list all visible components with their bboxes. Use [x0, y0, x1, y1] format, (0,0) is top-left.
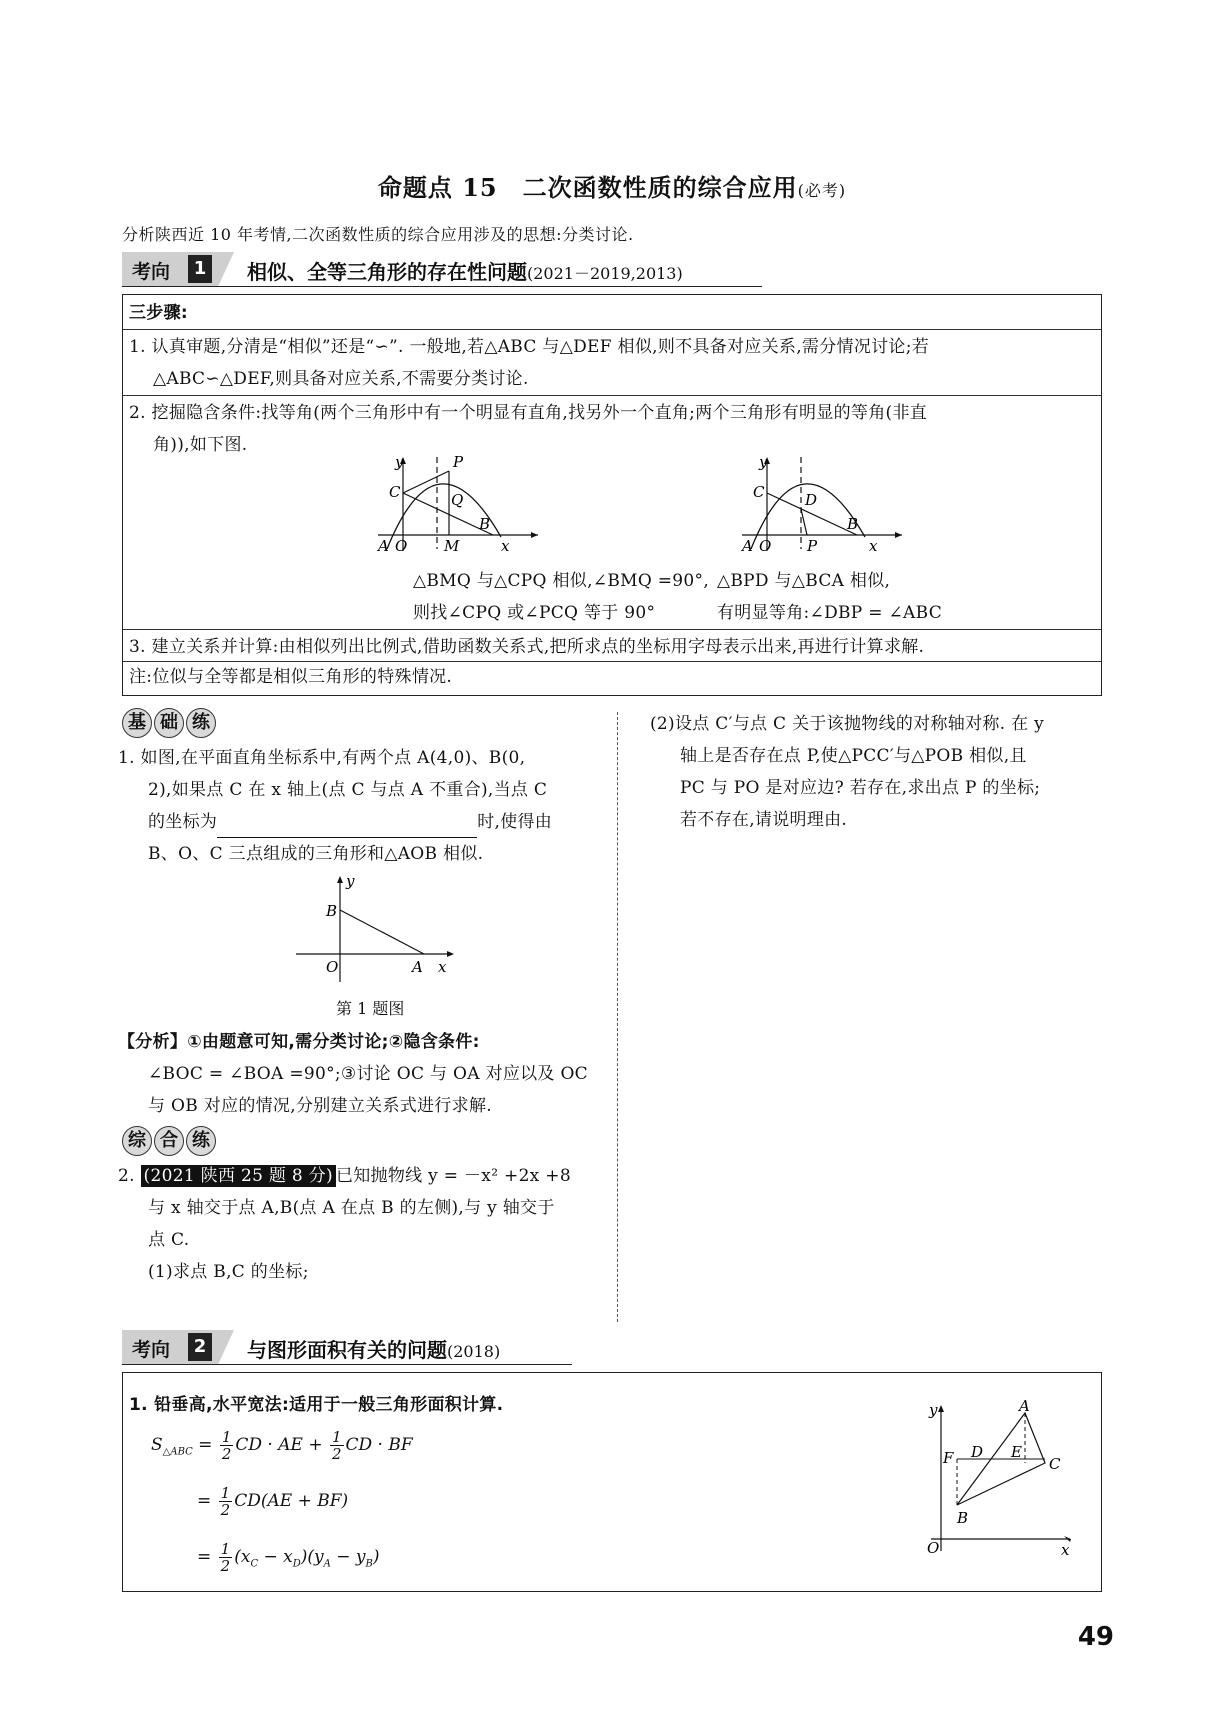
f3-half-num: 1: [220, 1540, 231, 1558]
page-title: [0, 168, 1224, 203]
area-formula-line2: [197, 1485, 348, 1518]
q1-analysis-line3: 与 OB 对应的情况,分别建立关系式进行求解.: [148, 1096, 492, 1116]
f1-half-a-num: 1: [221, 1428, 232, 1446]
f1-half-a: [220, 1429, 234, 1462]
q2-number: 2.: [118, 1166, 135, 1186]
page-number: 49: [1077, 1622, 1114, 1652]
fig1-label-Q: Q: [451, 491, 464, 509]
q1-figure-caption: 第 1 题图: [336, 999, 405, 1018]
q2-part2-line1: (2)设点 C′与点 C 关于该抛物线的对称轴对称. 在 y: [650, 714, 1044, 734]
similar-figure-right: [737, 453, 907, 553]
q2-line1-text: 已知抛物线 y = －x² +2x +8: [335, 1166, 571, 1186]
q1-line3b: 时,使得由: [477, 812, 553, 832]
f2-half-num: 1: [220, 1484, 231, 1502]
step2-line2: 角)),如下图.: [153, 435, 248, 455]
fig1-label-B: B: [479, 515, 491, 533]
f2-half: [219, 1485, 233, 1518]
chip-zong: 综: [122, 1126, 152, 1156]
fig-left-caption2: 则找∠CPQ 或∠PCQ 等于 90°: [413, 603, 656, 623]
q2-line3: 点 C.: [148, 1230, 190, 1250]
fig-right-caption2: 有明显等角:∠DBP = ∠ABC: [717, 603, 943, 623]
section2-box: [122, 1372, 1102, 1592]
column-divider: [617, 712, 618, 1322]
q2-line2: 与 x 轴交于点 A,B(点 A 在点 B 的左侧),与 y 轴交于: [148, 1198, 555, 1218]
title-sub: (必考): [797, 181, 847, 200]
fig1-label-x: x: [501, 537, 510, 553]
q2-source-tag: (2021 陕西 25 题 8 分): [141, 1165, 336, 1187]
step1-line2: △ABC∽△DEF,则具备对应关系,不需要分类讨论.: [153, 369, 529, 389]
fig1-label-M: M: [444, 537, 460, 553]
q1-line2: 2),如果点 C 在 x 轴上(点 C 与点 A 不重合),当点 C: [148, 780, 548, 800]
comprehensive-practice-chips: [122, 1126, 218, 1156]
chip-lian2: 练: [186, 1126, 216, 1156]
f3-c: )(y: [300, 1547, 324, 1567]
step2-divider: [123, 629, 1101, 630]
chip-ji: 基: [122, 708, 152, 738]
q1-analysis-line2: ∠BOC = ∠BOA =90°;③讨论 OC 与 OA 对应以及 OC: [148, 1064, 588, 1084]
step1-line1: 1. 认真审题,分清是“相似”还是“∽”. 一般地,若△ABC 与△DEF 相似,则不具备对应关系,需分情况讨论;若: [129, 337, 930, 357]
f3-b: − x: [258, 1547, 293, 1567]
q2-part2-line2: 轴上是否存在点 P,使△PCC′与△POB 相似,且: [680, 746, 1027, 766]
section1-box: [122, 294, 1102, 696]
section2-title-text: 与图形面积有关的问题: [247, 1338, 447, 1362]
section1-header: [122, 252, 762, 286]
fig1-label-y: y: [395, 453, 404, 471]
fig2-label-y: y: [759, 453, 768, 471]
f2-half-den: 2: [220, 1501, 231, 1519]
section1-years: (2021－2019,2013): [527, 264, 683, 283]
area-fig-label-D: D: [971, 1443, 984, 1461]
f1-half-b-num: 1: [331, 1428, 342, 1446]
f1-half-b-den: 2: [331, 1445, 342, 1463]
section1-title: [247, 256, 683, 285]
area-fig-label-F: F: [943, 1449, 954, 1467]
section2-years: (2018): [447, 1342, 501, 1361]
f3-half-den: 2: [220, 1557, 231, 1575]
area-fig-label-E: E: [1011, 1443, 1022, 1461]
q1-fig-label-x: x: [438, 958, 447, 976]
f1-term2: CD · BF: [345, 1435, 413, 1455]
fig2-label-x: x: [869, 537, 878, 553]
f3-d: − y: [330, 1547, 366, 1567]
q1-fig-label-y: y: [346, 872, 355, 890]
fig2-label-D: D: [805, 491, 818, 509]
area-fig-label-C: C: [1049, 1455, 1061, 1473]
area-fig-label-A: A: [1019, 1399, 1030, 1415]
f3-half: [219, 1541, 233, 1574]
f3-sub-b: B: [365, 1558, 373, 1570]
fig2-label-O: O: [759, 537, 772, 553]
section2-title: [247, 1334, 500, 1363]
area-fig-label-y: y: [929, 1401, 938, 1419]
section1-label: 考向: [132, 261, 171, 283]
f1-sub: △ABC: [162, 1446, 193, 1458]
similar-figure-left: [373, 453, 543, 553]
q1-line3: [148, 806, 552, 838]
steps-divider: [123, 329, 1101, 330]
q1-line4: B、O、C 三点组成的三角形和△AOB 相似.: [148, 844, 484, 864]
f1-S: S: [151, 1435, 163, 1455]
f3-eq: =: [197, 1547, 212, 1567]
f1-term1: CD · AE +: [235, 1435, 323, 1455]
section1-underline: [122, 286, 762, 287]
section1-title-text: 相似、全等三角形的存在性问题: [247, 260, 527, 284]
basic-practice-chips: [122, 708, 218, 738]
title-main: 命题点 15 二次函数性质的综合应用: [377, 173, 798, 202]
q1-fig-label-B: B: [326, 902, 338, 920]
step3: 3. 建立关系并计算:由相似列出比例式,借助函数关系式,把所求点的坐标用字母表示出来,再进行计算求解.: [129, 637, 925, 657]
q1-fig-label-A: A: [412, 958, 423, 976]
fig2-label-A: A: [742, 537, 753, 553]
f3-a: (x: [234, 1547, 251, 1567]
q1-line1: 1. 如图,在平面直角坐标系中,有两个点 A(4,0)、B(0,: [118, 748, 526, 768]
area-formula-line3: [197, 1541, 380, 1574]
q2-part2-line4: 若不存在,请说明理由.: [680, 810, 848, 830]
f1-half-a-den: 2: [221, 1445, 232, 1463]
fig1-label-O: O: [395, 537, 408, 553]
fig-left-caption1: △BMQ 与△CPQ 相似,∠BMQ =90°,: [413, 571, 710, 591]
f3-sub-a: A: [323, 1558, 331, 1570]
step2-line1: 2. 挖掘隐含条件:找等角(两个三角形中有一个明显有直角,找另外一个直角;两个三角形有明显的等角(非直: [129, 403, 928, 423]
fig2-label-P: P: [807, 537, 818, 553]
note: 注:位似与全等都是相似三角形的特殊情况.: [129, 667, 453, 687]
q1-line3a: 的坐标为: [148, 812, 218, 832]
f1-half-b: [330, 1429, 344, 1462]
area-fig-label-B: B: [957, 1509, 969, 1527]
section1-num: 1: [188, 255, 212, 283]
steps-head: 三步骤:: [129, 303, 188, 323]
f3-sub-d: D: [292, 1558, 301, 1570]
area-fig-label-O: O: [927, 1539, 940, 1557]
fig-right-caption1: △BPD 与△BCA 相似,: [717, 571, 891, 591]
area-item1: 1. 铅垂高,水平宽法:适用于一般三角形面积计算.: [129, 1395, 504, 1415]
q1-analysis-text: 【分析】①由题意可知,需分类讨论;②隐含条件:: [118, 1032, 480, 1052]
fig1-label-A: A: [378, 537, 389, 553]
q2-part1: (1)求点 B,C 的坐标;: [148, 1262, 309, 1282]
area-fig-label-x: x: [1061, 1541, 1070, 1559]
section2-num: 2: [188, 1333, 212, 1361]
area-formula-line1: [151, 1429, 413, 1462]
fig2-label-B: B: [847, 515, 859, 533]
fig1-label-C: C: [389, 483, 401, 501]
q1-answer-blank[interactable]: [217, 819, 477, 838]
f2-expr: CD(AE + BF): [234, 1491, 349, 1511]
f3-e: ): [372, 1547, 380, 1567]
f3-sub-c: C: [250, 1558, 259, 1570]
q1-analysis-line1: [118, 1026, 480, 1058]
section2-header: [122, 1330, 572, 1364]
q1-figure: [292, 872, 462, 984]
q1-fig-label-O: O: [326, 958, 339, 976]
q2-line1: [118, 1160, 571, 1192]
f2-eq: =: [197, 1491, 212, 1511]
q2-part2-line3: PC 与 PO 是对应边? 若存在,求出点 P 的坐标;: [680, 778, 1041, 798]
chip-lian: 练: [186, 708, 216, 738]
section2-label: 考向: [132, 1339, 171, 1361]
step1-divider: [123, 395, 1101, 396]
fig1-label-P: P: [453, 453, 464, 471]
fig2-label-C: C: [753, 483, 765, 501]
f1-eq: =: [198, 1435, 213, 1455]
section2-underline: [122, 1364, 572, 1365]
area-figure: [901, 1399, 1081, 1559]
intro-text: 分析陕西近 10 年考情,二次函数性质的综合应用涉及的思想:分类讨论.: [122, 225, 634, 244]
chip-he: 合: [154, 1126, 184, 1156]
chip-chu: 础: [154, 708, 184, 738]
